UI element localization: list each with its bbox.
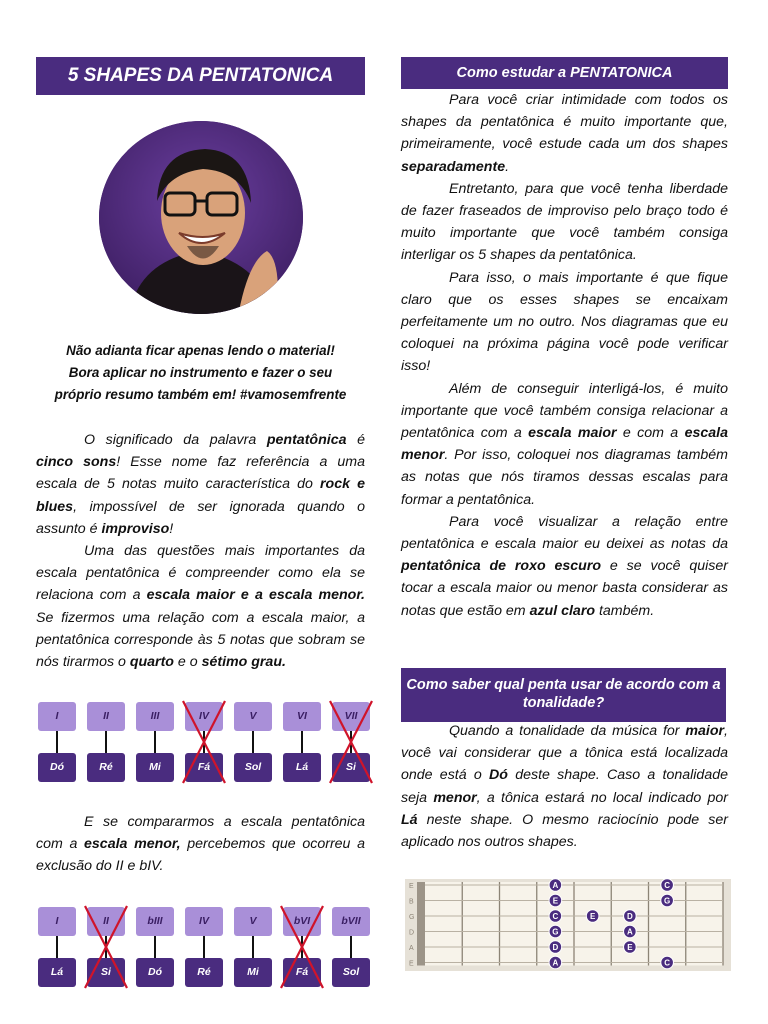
degree-cell: [136, 702, 174, 782]
connector-line: [350, 936, 352, 958]
degree-cell: [87, 907, 125, 987]
excluded-cross-icon: [180, 698, 228, 786]
degree-label: VII: [332, 702, 370, 731]
author-photo: [99, 121, 303, 314]
pentatonic-intro: [36, 429, 365, 673]
degree-cell: [283, 907, 321, 987]
text-run: , a tônica estará no local indicado por: [476, 789, 729, 806]
note-dot-label: A: [626, 927, 633, 937]
text-run: Uma das questões mais importantes da escala pentatônica é compreender como ela se relaciona com a: [36, 543, 365, 604]
study-paragraph-1: [401, 89, 728, 178]
degree-label: VI: [283, 702, 321, 731]
how-to-study-heading: Como estudar a PENTATONICA: [401, 57, 728, 89]
note-dot-label: C: [664, 881, 671, 890]
degree-cell: [87, 702, 125, 782]
text-run: Para você visualizar a relação entre pentatônica e escala maior eu deixei as notas da: [401, 513, 728, 553]
degree-cell: [234, 907, 272, 987]
degree-cell: [185, 907, 223, 987]
how-to-study-text: [401, 89, 728, 622]
study-paragraph-4: [401, 378, 728, 511]
degree-cell: [283, 702, 321, 782]
note-dot-label: C: [664, 958, 671, 968]
string-name: E: [409, 960, 414, 968]
which-penta-text: [401, 720, 728, 853]
minor-relation-paragraph: [36, 811, 365, 878]
degree-label: IV: [185, 907, 223, 936]
note-label: Sol: [332, 958, 370, 987]
note-dot-label: D: [552, 943, 559, 952]
text-run: Além de conseguir interligá-los, é muito importante que você também consiga relacionar a pentatônica com a: [401, 380, 728, 442]
degree-label: II: [87, 702, 125, 731]
degree-label: bVII: [332, 907, 370, 936]
emphasis-text: rock e blues: [36, 476, 365, 515]
emphasis-text: menor: [433, 789, 477, 806]
portrait-illustration: [99, 121, 303, 314]
text-run: neste shape. O mesmo raciocínio pode ser aplicado nos outros shapes.: [401, 811, 728, 851]
motto: [36, 340, 365, 407]
degree-cell: [332, 702, 370, 782]
connector-line: [154, 936, 156, 958]
note-label: Ré: [185, 958, 223, 987]
note-label: Sol: [234, 753, 272, 782]
emphasis-text: cinco sons: [36, 454, 117, 471]
emphasis-text: azul claro: [529, 602, 596, 619]
text-run: . Por isso, coloquei nos diagramas também as notas que nós tiramos dessas escalas para formar a pentatônica.: [401, 447, 728, 508]
note-label: Ré: [87, 753, 125, 782]
emphasis-text: Dó: [489, 767, 508, 784]
note-label: Mi: [136, 753, 174, 782]
nut: [417, 882, 425, 966]
note-dot-label: E: [589, 912, 596, 921]
text-run: E se compararmos a escala pentatônica com a: [36, 814, 365, 853]
text-run: , impossível de ser ignorada quando o assunto é: [36, 498, 365, 537]
text-run: e o: [173, 654, 202, 671]
degree-label: I: [38, 702, 76, 731]
text-run: !: [169, 520, 174, 537]
note-dot-label: E: [627, 943, 633, 952]
emphasis-text: pentatônica de roxo escuro: [401, 558, 602, 575]
degree-cell: [38, 702, 76, 782]
excluded-cross-icon: [327, 698, 375, 786]
note-label: Lá: [38, 958, 76, 987]
note-label: Si: [87, 958, 125, 987]
string-name: G: [409, 914, 415, 921]
string-name: A: [409, 945, 414, 952]
note-dot-label: A: [552, 881, 559, 890]
connector-line: [203, 936, 205, 958]
note-label: Mi: [234, 958, 272, 987]
connector-line: [105, 731, 107, 753]
motto-line-3: próprio resumo também em! #vamosemfrente: [54, 387, 347, 403]
note-label: Dó: [38, 753, 76, 782]
emphasis-text: pentatônica: [266, 432, 347, 448]
emphasis-text: quarto: [129, 654, 174, 671]
degree-label: IV: [185, 702, 223, 731]
which-penta-heading: Como saber qual penta usar de acordo com a tonalidade?: [401, 668, 726, 722]
note-dot-label: C: [552, 912, 559, 921]
text-run: percebemos que ocorreu a exclusão do II e bIV.: [36, 836, 365, 875]
text-run: O significado da palavra: [84, 432, 267, 448]
text-run: e se você quiser tocar a escala maior ou menor basta considerar as notas que estão em: [401, 558, 728, 619]
note-label: Fá: [185, 753, 223, 782]
degree-cell: [185, 702, 223, 782]
emphasis-text: escala menor: [401, 425, 728, 464]
degree-label: II: [87, 907, 125, 936]
minor-relation-text: [36, 811, 365, 878]
text-run: , você vai considerar que a tônica está localizada onde está o: [401, 723, 728, 784]
string-name: E: [409, 883, 414, 890]
emphasis-text: Lá: [401, 811, 418, 828]
emphasis-text: sétimo grau.: [201, 654, 286, 671]
note-dot-label: G: [664, 896, 671, 906]
connector-line: [252, 936, 254, 958]
degree-label: V: [234, 702, 272, 731]
text-run: Para isso, o mais importante é que fique claro que os esses shapes se encaixam perfeitamente um no outro. Nos diagramas que eu coloquei na próxima página você pode verificar isso!: [401, 269, 728, 375]
motto-line-2: Bora aplicar no instrumento e fazer o seu: [68, 365, 333, 381]
emphasis-text: escala menor,: [84, 836, 181, 853]
note-label: Dó: [136, 958, 174, 987]
string-name: B: [409, 898, 414, 906]
note-dot-label: A: [552, 958, 559, 968]
text-run: deste shape. Caso a tonalidade seja: [401, 767, 728, 806]
study-paragraph-2: [401, 178, 728, 267]
degree-label: bVI: [283, 907, 321, 936]
excluded-cross-icon: [82, 903, 130, 991]
page-title: 5 SHAPES DA PENTATONICA: [36, 57, 365, 95]
text-run: é: [346, 432, 365, 448]
note-dot-label: D: [626, 912, 633, 921]
emphasis-text: escala maior e a escala menor.: [146, 587, 366, 604]
text-run: Se fizermos uma relação com a escala maior, a pentatônica corresponde às 5 notas que sobram se nós tirarmos o: [36, 609, 365, 671]
degree-label: bIII: [136, 907, 174, 936]
text-run: Entretanto, para que você tenha liberdade de fazer fraseados de improviso pelo braço todo é muito importante que você também consiga interligar os 5 shapes da pentatônica.: [401, 180, 728, 264]
connector-line: [56, 936, 58, 958]
degree-label: III: [136, 702, 174, 731]
text-run: ! Esse nome faz referência a uma escala de 5 notas muito característica do: [36, 454, 365, 493]
note-label: Fá: [283, 958, 321, 987]
degree-cell: [332, 907, 370, 987]
emphasis-text: maior: [685, 723, 725, 739]
fretboard-diagram: [405, 879, 731, 971]
intro-paragraph: [36, 429, 365, 540]
motto-line-1: Não adianta ficar apenas lendo o material!: [66, 343, 335, 358]
degree-cell: [38, 907, 76, 987]
degree-label: V: [234, 907, 272, 936]
fretboard-svg: [405, 879, 731, 971]
text-run: .: [505, 158, 510, 175]
text-run: também.: [595, 602, 655, 619]
string-name: D: [409, 929, 415, 937]
note-dot-label: E: [552, 896, 559, 906]
emphasis-text: escala maior: [528, 425, 617, 442]
connector-line: [252, 731, 254, 753]
degree-label: I: [38, 907, 76, 936]
which-penta-paragraph: [401, 720, 728, 853]
major-relation-paragraph: [36, 540, 365, 673]
emphasis-text: improviso: [101, 520, 170, 537]
degree-cell: [234, 702, 272, 782]
major-scale-diagram: [36, 702, 369, 782]
study-paragraph-5: [401, 511, 728, 622]
note-label: Si: [332, 753, 370, 782]
minor-scale-diagram: [36, 907, 369, 987]
study-paragraph-3: [401, 267, 728, 378]
connector-line: [154, 731, 156, 753]
text-run: Quando a tonalidade da música for: [449, 723, 686, 739]
excluded-cross-icon: [278, 903, 326, 991]
note-label: Lá: [283, 753, 321, 782]
emphasis-text: separadamente: [401, 158, 506, 175]
note-dot-label: G: [552, 927, 559, 937]
connector-line: [301, 731, 303, 753]
connector-line: [56, 731, 58, 753]
degree-cell: [136, 907, 174, 987]
text-run: e com a: [616, 425, 685, 442]
text-run: Para você criar intimidade com todos os shapes da pentatônica é muito importante que, primeiramente, você estude cada um dos shapes: [401, 92, 728, 153]
